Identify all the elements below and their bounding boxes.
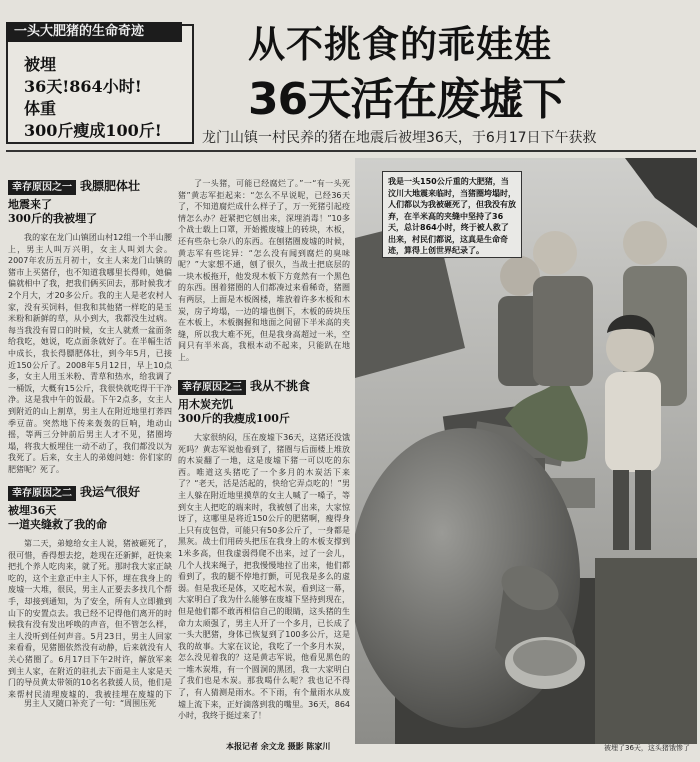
headline-secondary: 36天活在废墟下: [248, 74, 566, 125]
summary-line-2: 36天!864小时!: [24, 77, 142, 96]
section-2-extra: 男主人又随口补充了一句：“周围压死: [24, 699, 157, 708]
section-2-title: 我运气很好: [80, 485, 141, 499]
photo-caption-box: 我是一头150公斤重的大肥猪，当汶川大地震来临时，当猪圈垮塌时，人们都以为我被砸死了，但我没有放弃，在半米高的夹缝中坚持了36天，总计864小时，终于被人救了出来，村民们都说，这真是生命奇迹，算得上创世界纪录了。: [382, 171, 522, 258]
summary-line-1: 被埋: [24, 55, 57, 74]
section-1-title: 我膘肥体壮: [80, 179, 141, 193]
section-3-subtitle-1: 用木炭充饥: [178, 398, 233, 411]
section-3-subtitle-2: 300斤的我瘦成100斤: [178, 412, 290, 425]
header-divider: [6, 150, 696, 152]
section-1-label: 幸存原因之一: [8, 180, 76, 195]
section-2-label: 幸存原因之二: [8, 486, 76, 501]
middle-column: [178, 178, 350, 744]
section-1-subtitle-1: 地震来了: [8, 198, 52, 211]
section-2-subtitle-1: 被埋36天: [8, 504, 57, 517]
summary-box: [6, 24, 194, 144]
summary-line-3: 体重: [24, 99, 57, 118]
section-3-body: 大家很纳闷，压在废墟下36天，这猪还没饿死吗？黄志军说他看到了，猪圈与后面楼上堆放的木炭翻了一地，这是废墟下猪一可以吃的东西。唯道这头猪吃了一个多月的木炭活下来了？“老天，活是活起的，快给它弄点吃的！”男主人躲在附近地里摸草的女主人喊了一嗓子，等到女主人把吃的端来时，我被刨了出来，大家惊讶了，这哪里是将近150公斤的肥猪啊，瘦得身上只有皮包骨，可能只有50多公斤了，一身都是黑灰。战士们用砖头把压在我身上的木板支撑到1米多高，但我虚弱得爬不出来，过了一会儿，几个人找来绳子，把我慢慢地拉了出来，他们都看到了，我的腿不停地打颤，可见我是多么的虚弱。但是我还是体，又吃起木炭，看到这一幕，大家明白了我为什么能够在废墟下坚持到现在，但是他们都不敢再相信自己的眼睛，这头猪的生命力太顽强了，男主人开了一个多月，已长成了一头大肥猪，身体已恢复到了100多公斤，这是我的故事。大家在议论，我吃了一个多月木炭，怎么没见着我的？这是黄志军说，他看见黑色的一堆木炭堆，有一个圆洞的黑团，我一大家明白了我们也是木炭。那我喝什么呢？我也记不得了，有人猜测是雨水。不下雨，有个量雨水从废墟上流下来，正好滴落到我的嘴里。36天，864小时，我终于挺过来了！: [178, 433, 350, 721]
left-column: [8, 158, 172, 742]
headline-primary: 从不挑食的乖娃娃: [248, 22, 552, 66]
section-1-body: 我的家在龙门山镇团山村12组一个半山腰上，男主人叫万兴明，女主人叫刘大会。2007年农历五月初十，女主人来龙门山镇的猪市上买猪仔，也不知道我哪里长得帅，她偏偏就相中了我，把我们俩买回去，那时候我才2个月大，才20多公斤。我的主人是老农村人家，没有买饲料，但我和其他猪一样吃的是玉米粉和新鲜的草，从小到大，我都没生过病。每当我没有胃口的时候，女主人就煮一盆面条给我吃，她说，吃点面条就好了。在半幅生活中成长，我长得膘肥体壮，到今年5月，已接近150公斤了。2008年5月12日，早上10点多，女主人用玉米粉、青草和热水，给我调了一桶饭，大概有15公斤，我很快就吃得干干净净。这是我中午的饭最。下午2点多，女主人到附近的山上割草，男主人在附近地里打荞四季豆苗。突然地下传来轰轰的巨响，地动山摇，等两三分钟前后男主人才不见，猪圈垮塌，将我大板埋住一动不动了，我们都没以为我死了。后来，女主人的弟媳问她：你们家的肥猪呢？死了。: [8, 233, 172, 474]
summary-line-4: 300斤瘦成100斤!: [24, 121, 162, 140]
section-1-subtitle-2: 300斤的我被埋了: [8, 212, 97, 225]
section-3-label: 幸存原因之三: [178, 380, 246, 395]
section-2-subtitle-2: 一道夹缝救了我的命: [8, 518, 107, 531]
kicker-label: 一头大肥猪的生命奇迹: [6, 22, 182, 42]
byline: 本报记者 余文龙 摄影 陈家川: [226, 742, 331, 751]
photo-bottom-caption: 被埋了36天，这头猪饿惨了: [604, 744, 690, 752]
subheadline: 龙门山镇一村民养的猪在地震后被埋36天，于6月17日下午获救: [202, 130, 597, 146]
section-2-body: 第二天，弟媳给女主人说，猪被砸死了，很可惜，香得想去挖，趁现在还新鲜，赶快来把扎个养人吃肉来，就了死。那时我大家正缺吃的，这个主意正中主人下怀，埋在我身上的废墟一大堆，很民，男主人正要去多找几个帮手，却接到通知，为了安全，所有人立即撤到山下的安置点去。我已经不记得他们离开的时候我有没有发出呼唤的声音，但不管怎么样，主人没听到任何声音。5月23日，男主人回家来看看，见猪圈依然没有动静，后来就没有人关心猪圈了。6月17日下午2时许，解放军来到主人家，在附近的驻扎去下面是主人家是天门的导员黄太带领的10名名救援人员，他们是来帮村民清理废墟的，我被挂埋在废墟的下: [8, 539, 172, 698]
middle-body-top: 了一头猪，可能已经腐烂了。”一“有一头死猪”黄志军拒起来：“怎么不早说呢，已经36天了，不知道腐烂成什么样子了，万一死猪引起疫情怎么办？赶紧把它刨出来，深埋消毒！”10多个战士载上口罩，开始搬废墟上的砖块，木板，还有些杂七杂八的东西。在刨猪圈废墟的时候，黄志军有些诧异：“怎么没有闻到腐烂的臭味呢？”大家想不通，刨了很久，当战士把底层的一块木板拖开，他发现木板下方竟然有一个黑色的东西。围着猪圈的人们都凑过来看稀奇，猪圈有两层，上面是木板阁楼，堆放着许多木板和木炭，房子垮塌，一边的墙也倒下，木板的砖块压在木板上，木板搁握和地面之间留下半米高的夹缝，所以我大难不死，但是我身高超过一米，空间只有半米高，我根本动不起来，只能趴在地上。: [178, 179, 350, 362]
section-3-title: 我从不挑食: [250, 379, 311, 393]
